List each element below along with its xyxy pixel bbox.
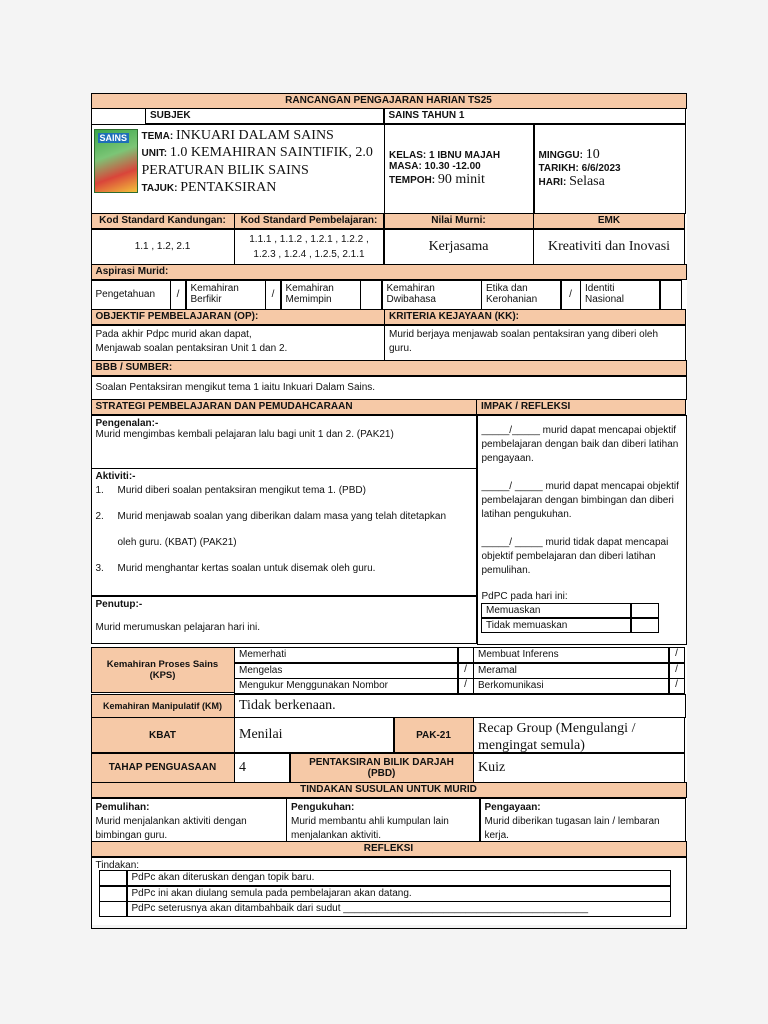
document-title: RANCANGAN PENGAJARAN HARIAN TS25 — [91, 93, 687, 109]
subjek-label: SUBJEK — [145, 108, 384, 124]
tindakan-option[interactable]: PdPc ini akan diulang semula pada pembelajaran akan datang. — [100, 886, 682, 902]
impak-item: _____/ _____ murid tidak dapat mencapai objektif pembelajaran dan diberi latihan pemulihan. — [481, 536, 669, 576]
pengayaan-section — [480, 798, 686, 842]
kps-mark: / — [458, 663, 474, 679]
pengayaan-text: Murid diberikan tugasan lain / lembaran kerja. — [484, 815, 660, 841]
impak-item: _____/_____ murid dapat mencapai objektif pembelajaran dengan baik dan diberi latihan pengayaan. — [481, 424, 679, 464]
tahap-label: TAHAP PENGUASAAN — [91, 753, 235, 783]
pengukuhan-section — [286, 798, 480, 842]
kps-item: Mengelas — [234, 663, 458, 679]
tempoh-label: TEMPOH: — [389, 174, 436, 186]
nilai-value: Kerjasama — [384, 229, 534, 265]
tindakan-option[interactable]: PdPc seterusnya akan ditambahbaik dari sudut ____________________________________________ — [100, 902, 682, 918]
topic-block — [91, 124, 385, 214]
aktiviti-item: oleh guru. (KBAT) (PAK21) — [117, 537, 237, 548]
pengenalan-section — [91, 415, 477, 469]
aspirasi-item: Kemahiran Dwibahasa — [382, 280, 482, 310]
pemulihan-text: Murid menjalankan aktiviti dengan bimbingan guru. — [95, 815, 247, 841]
kps-mark: / — [669, 663, 685, 679]
tindakan-option[interactable]: PdPc akan diteruskan dengan topik baru. — [100, 871, 682, 887]
pemulihan-label: Pemulihan: — [95, 801, 150, 813]
kod-kandungan-value: 1.1 , 1.2, 2.1 — [91, 229, 235, 265]
refleksi-section — [91, 857, 687, 929]
kriteria-text: Murid berjaya menjawab soalan pentaksiran yang diberi oleh guru. — [384, 325, 686, 361]
refleksi-label: REFLEKSI — [91, 841, 687, 857]
km-label: Kemahiran Manipulatif (KM) — [91, 694, 235, 718]
kriteria-label: KRITERIA KEJAYAAN (KK): — [384, 309, 686, 325]
tema-value: INKUARI DALAM SAINS — [175, 127, 334, 143]
aspirasi-mark — [660, 280, 682, 310]
kps-item: Berkomunikasi — [473, 678, 669, 694]
tahap-value: 4 — [234, 753, 290, 783]
impak-label: IMPAK / REFLEKSI — [476, 399, 686, 415]
kps-right — [474, 648, 685, 695]
kps-left — [235, 648, 474, 695]
minggu-label: MINGGU: — [538, 150, 583, 161]
date-info — [534, 124, 686, 214]
impak-item: _____/ _____ murid dapat mencapai objektif pembelajaran dengan bimbingan dan diberi latihan pengukuhan. — [481, 480, 679, 520]
objektif-label: OBJEKTIF PEMBELAJARAN (OP): — [91, 309, 385, 325]
aktiviti-section — [91, 468, 477, 596]
strategi-label: STRATEGI PEMBELAJARAN DAN PEMUDAHCARAAN — [91, 399, 477, 415]
unit-value: 1.0 KEMAHIRAN SAINTIFIK, 2.0 PERATURAN BILIK SAINS — [141, 144, 373, 178]
pdpc-label: PdPC pada hari ini: — [481, 590, 568, 602]
tindakan-checkbox[interactable] — [99, 886, 127, 902]
hari-value: Selasa — [569, 174, 605, 189]
pak21-label: PAK-21 — [394, 717, 474, 753]
penutup-text: Murid merumuskan pelajaran hari ini. — [95, 621, 261, 633]
aspirasi-label: Aspirasi Murid: — [91, 264, 687, 280]
lesson-plan-document — [91, 93, 687, 925]
pdpc-option[interactable]: Memuaskan — [482, 604, 682, 619]
kps-item: Mengukur Menggunakan Nombor — [234, 678, 458, 694]
kps-mark — [458, 647, 474, 663]
textbook-cover-image: SAINS — [94, 129, 138, 193]
class-info — [384, 124, 534, 214]
kelas-text: KELAS: 1 IBNU MAJAH — [389, 149, 501, 161]
pbd-value: Kuiz — [473, 753, 685, 783]
kod-kandungan-label: Kod Standard Kandungan: — [91, 213, 235, 229]
blank-cell — [91, 108, 146, 124]
tindakan-label: Tindakan: — [95, 859, 140, 871]
pengukuhan-text: Murid membantu ahli kumpulan lain menjalankan aktiviti. — [291, 815, 449, 841]
tajuk-label: TAJUK: — [141, 182, 178, 194]
penutup-section — [91, 596, 477, 644]
aktiviti-item: 2. Murid menjawab soalan yang diberikan dalam masa yang telah ditetapkan — [95, 511, 447, 522]
tindakan-checkbox[interactable] — [99, 901, 127, 917]
minggu-value: 10 — [585, 147, 600, 162]
kod-pembelajaran-label: Kod Standard Pembelajaran: — [234, 213, 384, 229]
kbat-label: KBAT — [91, 717, 235, 753]
kps-mark: / — [458, 678, 474, 694]
aktiviti-item: 1. Murid diberi soalan pentaksiran mengikut tema 1. (PBD) — [95, 485, 366, 496]
kps-mark: / — [669, 678, 685, 694]
tarikh-text: TARIKH: 6/6/2023 — [538, 163, 621, 174]
bbb-text: Soalan Pentaksiran mengikut tema 1 iaitu Inkuari Dalam Sains. — [91, 376, 687, 400]
pengenalan-text: Murid mengimbas kembali pelajaran lalu bagi unit 1 dan 2. (PAK21) — [95, 428, 394, 440]
kod-pembelajaran-value: 1.1.1 , 1.1.2 , 1.2.1 , 1.2.2 , 1.2.3 , 1.2.4 , 1.2.5, 2.1.1 — [234, 229, 384, 265]
pbd-label: PENTAKSIRAN BILIK DARJAH (PBD) — [290, 753, 474, 783]
aspirasi-item: Kemahiran Memimpin — [281, 280, 361, 310]
bbb-label: BBB / SUMBER: — [91, 360, 687, 376]
pdpc-checkbox[interactable] — [631, 618, 659, 633]
aspirasi-mark: / — [170, 280, 186, 310]
aspirasi-mark — [360, 280, 382, 310]
aspirasi-mark: / — [561, 280, 581, 310]
objektif-text: Pada akhir Pdpc murid akan dapat, Menjawab soalan pentaksiran Unit 1 dan 2. — [91, 325, 385, 361]
tajuk-value: PENTAKSIRAN — [180, 179, 277, 195]
aspirasi-item: Etika dan Kerohanian — [481, 280, 561, 310]
aspirasi-item: Identiti Nasional — [580, 280, 660, 310]
masa-text: MASA: 10.30 -12.00 — [389, 160, 481, 172]
emk-value: Kreativiti dan Inovasi — [533, 229, 685, 265]
aspirasi-mark: / — [265, 280, 281, 310]
pengayaan-label: Pengayaan: — [484, 801, 541, 813]
kps-item: Membuat Inferens — [473, 647, 669, 663]
aspirasi-item: Pengetahuan — [91, 280, 171, 310]
impak-column — [477, 415, 687, 645]
emk-label: EMK — [533, 213, 685, 229]
kps-label: Kemahiran Proses Sains (KPS) — [91, 647, 235, 693]
tindakan-susulan-label: TINDAKAN SUSULAN UNTUK MURID — [91, 782, 687, 798]
kps-item: Memerhati — [234, 647, 458, 663]
aspirasi-item: Kemahiran Berfikir — [186, 280, 266, 310]
aktiviti-label: Aktiviti:- — [95, 471, 136, 482]
aspirasi-row — [91, 280, 687, 310]
kps-item: Meramal — [473, 663, 669, 679]
hari-label: HARI: — [538, 177, 567, 188]
penutup-label: Penutup:- — [95, 598, 143, 610]
subjek-value: SAINS TAHUN 1 — [384, 108, 686, 124]
pdpc-option[interactable]: Tidak memuaskan — [482, 618, 682, 633]
pengenalan-label: Pengenalan:- — [95, 417, 159, 429]
pak21-value: Recap Group (Mengulangi / mengingat semula) — [473, 717, 685, 753]
tema-label: TEMA: — [141, 130, 174, 142]
kbat-value: Menilai — [234, 717, 394, 753]
tempoh-value: 90 minit — [437, 171, 485, 187]
strategi-column — [91, 415, 477, 645]
unit-label: UNIT: — [141, 147, 168, 159]
tindakan-checkbox[interactable] — [99, 870, 127, 886]
nilai-label: Nilai Murni: — [384, 213, 534, 229]
km-value: Tidak berkenaan. — [234, 694, 686, 718]
pemulihan-section — [91, 798, 287, 842]
kps-mark: / — [669, 647, 685, 663]
pengukuhan-label: Pengukuhan: — [291, 801, 355, 813]
aktiviti-item: 3. Murid menghantar kertas soalan untuk disemak oleh guru. — [95, 563, 376, 574]
pdpc-checkbox[interactable] — [631, 603, 659, 618]
